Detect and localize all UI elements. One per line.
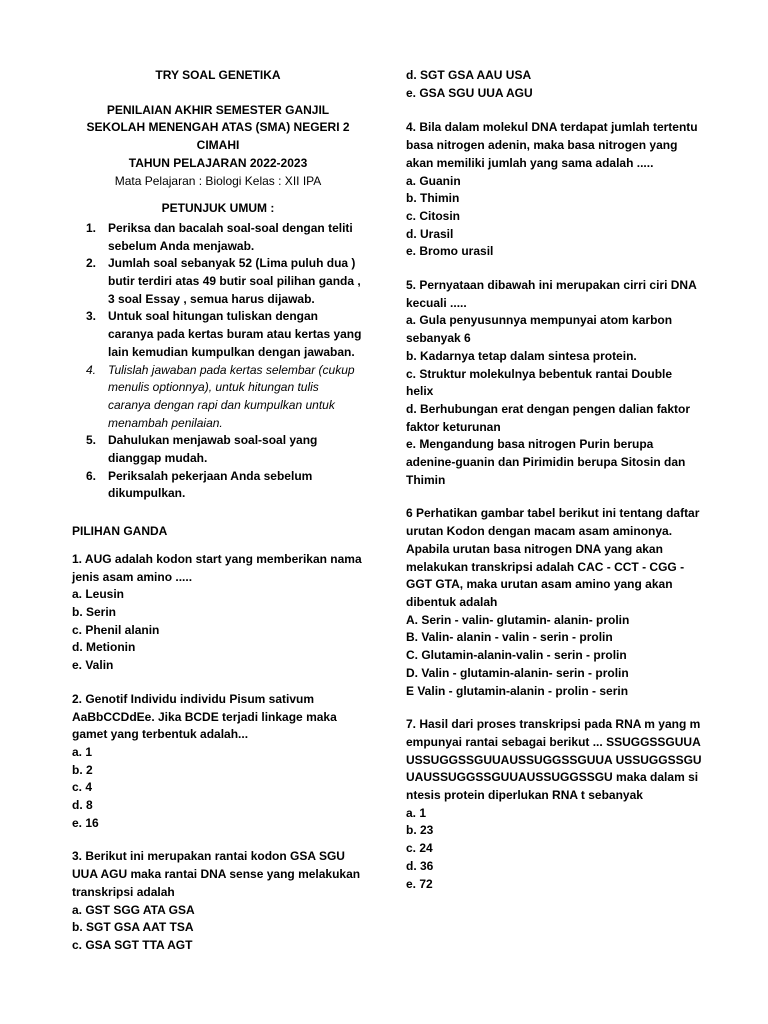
instruction-item	[72, 432, 364, 467]
question-1	[72, 551, 364, 675]
question-text: 6 Perhatikan gambar tabel berikut ini tentang daftar urutan Kodon dengan macam asam aminonya. Apabila urutan basa nitrogen DNA yang akan melakukan transkripsi adalah CAC - CCT - CGG - GGT GTA, maka urutan asam amino yang akan dibentuk adalah	[406, 506, 700, 609]
answer-option: b. 2	[72, 762, 93, 777]
instruction-item	[72, 255, 364, 308]
answer-option: e. 72	[406, 876, 433, 891]
exam-name: PENILAIAN AKHIR SEMESTER GANJIL	[106, 102, 330, 117]
answer-option: c. Citosin	[406, 208, 461, 223]
question-text: 3. Berikut ini merupakan rantai kodon GSA SGU UUA AGU maka rantai DNA sense yang melakukan transkripsi adalah	[72, 849, 361, 899]
answer-option: a. Gula penyusunnya mempunyai atom karbon sebanyak 6	[406, 313, 673, 346]
instruction-text: Dahulukan menjawab soal-soal yang dianggap mudah.	[108, 433, 318, 466]
answer-option: c. 4	[72, 780, 93, 795]
instruction-number: 4.	[85, 362, 96, 377]
answer-option: a. 1	[406, 805, 427, 820]
answer-option: c. 24	[406, 841, 433, 856]
instruction-number: 1.	[85, 220, 96, 235]
answer-option: a. GST SGG ATA GSA	[72, 902, 195, 917]
question-text: 1. AUG adalah kodon start yang memberikan nama jenis asam amino .....	[72, 551, 362, 584]
answer-option: a. Leusin	[72, 587, 125, 602]
answer-option: b. Serin	[72, 604, 117, 619]
answer-option: d. 8	[72, 798, 93, 813]
answer-option: e. Valin	[72, 658, 114, 673]
answer-option: a. Guanin	[406, 173, 461, 188]
instruction-text: Tulislah jawaban pada kertas selembar (cukup menulis optionnya), untuk hitungan tulis caranya dengan rapi dan kumpulkan untuk menambah penilaian.	[108, 362, 355, 430]
question-2	[72, 691, 364, 833]
question-3-continued	[406, 67, 702, 102]
answer-option: c. Phenil alanin	[72, 622, 160, 637]
question-7	[406, 716, 702, 893]
question-text: 7. Hasil dari proses transkripsi pada RNA m yang mempunyai rantai sebagai berikut ... SSUGGSSGUUAUSSUGGSSGUUAUSSUGGSSGUUA USSUGGSSGUUAUSSUGGSSGUUAUSSUGGSSGU maka dalam sintesis protein diperlukan RNA t sebanyak	[406, 717, 702, 803]
instruction-text: Untuk soal hitungan tuliskan dengan caranya pada kertas buram atau kertas yang lain kemudian kumpulkan dengan jawaban.	[108, 309, 362, 359]
answer-option: e. Bromo urasil	[406, 244, 494, 259]
school-name: SEKOLAH MENENGAH ATAS (SMA) NEGERI 2	[86, 120, 350, 135]
instructions-list	[72, 220, 364, 503]
question-text: 2. Genotif Individu individu Pisum sativum AaBbCCDdEe. Jika BCDE terjadi linkage maka gamet yang terbentuk adalah...	[72, 691, 337, 742]
instruction-number: 6.	[85, 468, 96, 483]
answer-option: a. 1	[72, 744, 93, 759]
instruction-number: 5.	[85, 433, 96, 448]
answer-option: d. Urasil	[406, 226, 454, 241]
answer-option: B. Valin- alanin - valin - serin - prolin	[406, 630, 613, 645]
answer-option: b. SGT GSA AAT TSA	[72, 920, 194, 935]
answer-option: c. GSA SGT TTA AGT	[72, 937, 193, 952]
question-text: 5. Pernyataan dibawah ini merupakan cirri ciri DNA kecuali .....	[406, 278, 697, 310]
answer-option: A. Serin - valin- glutamin- alanin- prolin	[406, 612, 630, 627]
section-heading: PILIHAN GANDA	[72, 524, 168, 539]
instruction-number: 2.	[85, 256, 96, 271]
left-column	[72, 67, 364, 971]
instruction-number: 3.	[85, 309, 96, 324]
subject-class: Mata Pelajaran : Biologi Kelas : XII IPA	[114, 173, 322, 188]
answer-option: b. 23	[406, 823, 434, 838]
instruction-item	[72, 362, 364, 433]
instruction-text: Periksalah pekerjaan Anda sebelum dikumpulkan.	[108, 468, 313, 501]
question-3	[72, 848, 364, 954]
question-5	[406, 277, 702, 489]
answer-option: d. Berhubungan erat dengan pengen dalian faktor faktor keturunan	[406, 401, 691, 434]
answer-option: e. GSA SGU UUA AGU	[406, 85, 533, 100]
instructions-heading: PETUNJUK UMUM :	[161, 201, 275, 216]
answer-option: e. 16	[72, 815, 99, 830]
question-4	[406, 119, 702, 261]
instruction-text: Periksa dan bacalah soal-soal dengan teliti sebelum Anda menjawab.	[108, 220, 353, 253]
answer-option: e. Mengandung basa nitrogen Purin berupa adenine-guanin dan Pirimidin berupa Sitosin dan Thimin	[406, 437, 686, 487]
answer-option: E Valin - glutamin-alanin - prolin - serin	[406, 683, 629, 698]
answer-option: b. Thimin	[406, 191, 460, 206]
question-6	[406, 505, 702, 700]
instruction-item	[72, 308, 364, 361]
document-title: TRY SOAL GENETIKA	[155, 68, 281, 82]
instruction-item	[72, 220, 364, 255]
answer-option: d. 36	[406, 858, 434, 873]
answer-option: c. Struktur molekulnya bebentuk rantai Double helix	[406, 366, 673, 399]
answer-option: d. Metionin	[72, 640, 136, 655]
instruction-text: Jumlah soal sebanyak 52 (Lima puluh dua ) butir terdiri atas 49 butir soal pilihan ganda , 3 soal Essay , semua harus dijawab.	[108, 256, 361, 306]
question-text: 4. Bila dalam molekul DNA terdapat jumlah tertentu basa nitrogen adenin, maka basa nitrogen yang akan memiliki jumlah yang sama adalah .....	[406, 120, 698, 170]
school-city: CIMAHI	[196, 138, 240, 153]
school-year: TAHUN PELAJARAN 2022-2023	[128, 155, 308, 170]
answer-option: b. Kadarnya tetap dalam sintesa protein.	[406, 348, 637, 363]
answer-option: d. SGT GSA AAU USA	[406, 68, 532, 82]
answer-option: C. Glutamin-alanin-valin - serin - prolin	[406, 648, 627, 663]
answer-option: D. Valin - glutamin-alanin- serin - prolin	[406, 665, 629, 680]
right-column	[406, 67, 702, 909]
instruction-item	[72, 468, 364, 503]
